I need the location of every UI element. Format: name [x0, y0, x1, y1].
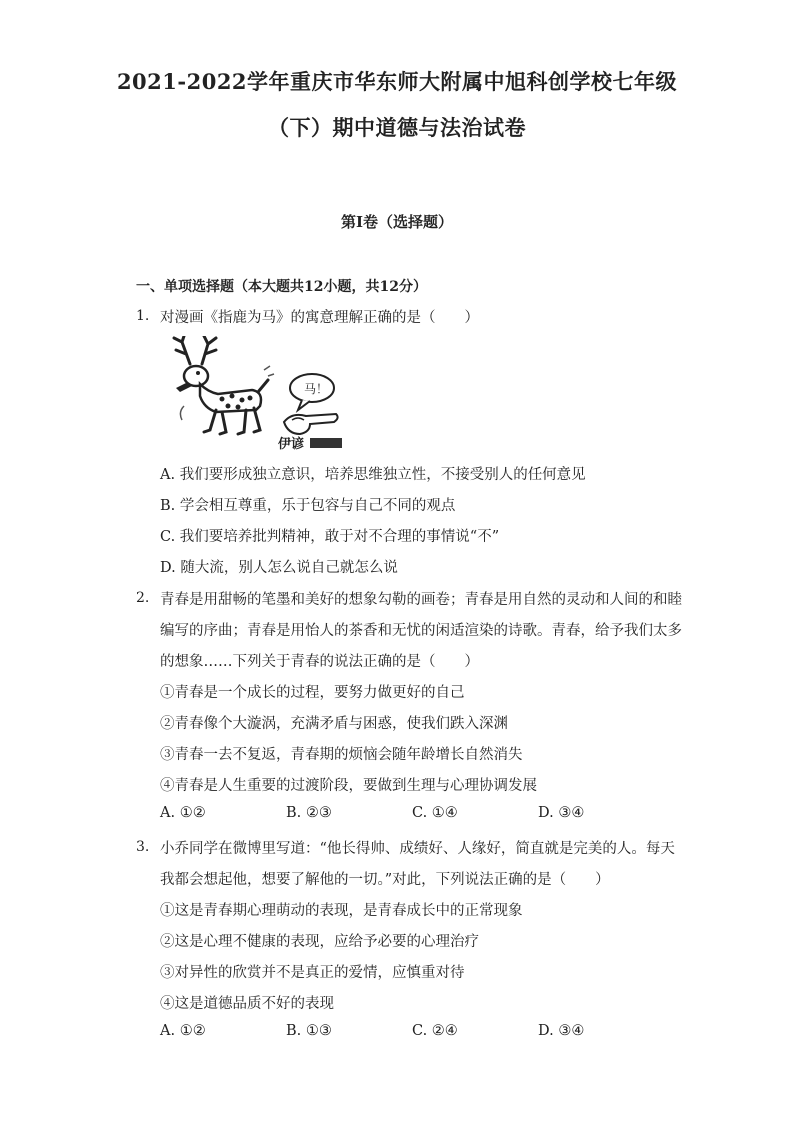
- statement-3: ③青春一去不复返，青春期的烦恼会随年龄增长自然消失: [160, 747, 523, 763]
- statement-2: ②这是心理不健康的表现，应给予必要的心理治疗: [160, 934, 479, 950]
- option-b[interactable]: B. ①③: [286, 1023, 332, 1039]
- statement-3: ③对异性的欣赏并不是真正的爱情，应慎重对待: [160, 965, 465, 981]
- option-d[interactable]: D. ③④: [538, 805, 585, 821]
- statement-2: ②青春像个大漩涡，充满矛盾与困惑，使我们跌入深渊: [160, 716, 508, 732]
- cartoon-deer-horse-image: [160, 336, 350, 452]
- statement-1: ①这是青春期心理萌动的表现，是青春成长中的正常现象: [160, 903, 523, 919]
- option-a[interactable]: A. 我们要形成独立意识，培养思维独立性，不接受别人的任何意见: [160, 467, 586, 483]
- option-c[interactable]: C. ①④: [412, 805, 458, 821]
- cartoon-caption: 伊谚: [278, 437, 305, 452]
- option-d[interactable]: D. 随大流，别人怎么说自己就怎么说: [160, 560, 398, 576]
- option-b[interactable]: B. 学会相互尊重，乐于包容与自己不同的观点: [160, 498, 456, 514]
- exam-title-line2: （下）期中道德与法治试卷: [268, 115, 526, 140]
- question-number: 3.: [136, 839, 150, 855]
- section-title: 第Ⅰ卷（选择题）: [340, 213, 454, 231]
- option-a[interactable]: A. ①②: [160, 805, 206, 821]
- part-heading: 一、单项选择题（本大题共12小题，共12分）: [136, 279, 427, 295]
- option-d[interactable]: D. ③④: [538, 1023, 585, 1039]
- statement-4: ④青春是人生重要的过渡阶段，要做到生理与心理协调发展: [160, 778, 537, 794]
- exam-title-line1: 2021-2022学年重庆市华东师大附属中旭科创学校七年级: [116, 69, 678, 94]
- question-stem: 对漫画《指鹿为马》的寓意理解正确的是（ ）: [160, 310, 479, 326]
- option-c[interactable]: C. ②④: [412, 1023, 458, 1039]
- question-number: 2.: [136, 590, 150, 606]
- speech-bubble-text: 马！: [304, 382, 329, 396]
- question-stem-line: 小乔同学在微博里写道：“他长得帅、成绩好、人缘好，简直就是完美的人。每天: [160, 841, 675, 857]
- question-stem-line: 的想象……下列关于青春的说法正确的是（ ）: [160, 654, 479, 670]
- statement-4: ④这是道德品质不好的表现: [160, 996, 334, 1012]
- option-a[interactable]: A. ①②: [160, 1023, 206, 1039]
- statement-1: ①青春是一个成长的过程，要努力做更好的自己: [160, 685, 465, 701]
- option-b[interactable]: B. ②③: [286, 805, 332, 821]
- question-stem-line: 编写的序曲；青春是用怡人的茶香和无忧的闲适渲染的诗歌。青春，给予我们太多: [160, 623, 682, 639]
- question-stem-line: 我都会想起他，想要了解他的一切。”对此，下列说法正确的是（ ）: [160, 872, 610, 888]
- option-c[interactable]: C. 我们要培养批判精神，敢于对不合理的事情说“不”: [160, 529, 500, 545]
- question-stem-line: 青春是用甜畅的笔墨和美好的想象勾勒的画卷；青春是用自然的灵动和人间的和睦: [160, 592, 682, 608]
- question-number: 1.: [136, 308, 150, 324]
